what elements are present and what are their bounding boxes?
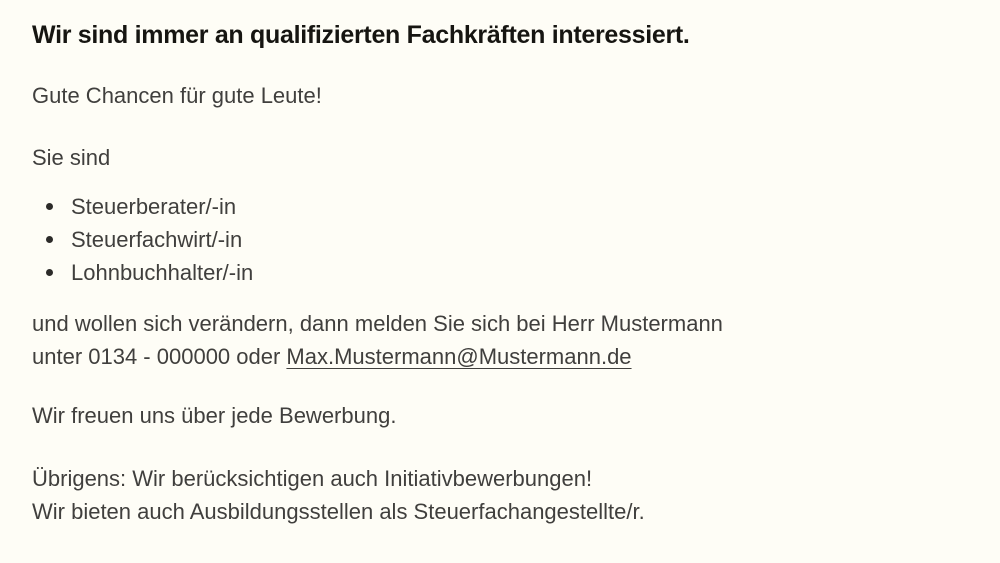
qualification-label: Steuerberater/-in bbox=[71, 194, 237, 219]
contact-text bbox=[32, 307, 968, 373]
postscript-text bbox=[32, 462, 968, 528]
postscript-line1: Übrigens: Wir berücksichtigen auch Initiativbewerbungen! bbox=[32, 466, 593, 491]
closing-text: Wir freuen uns über jede Bewerbung. bbox=[32, 403, 397, 428]
bullet-icon bbox=[46, 236, 53, 243]
page-title: Wir sind immer an qualifizierten Fachkräften interessiert. bbox=[32, 21, 690, 49]
list-item bbox=[46, 190, 968, 223]
qualification-label: Lohnbuchhalter/-in bbox=[71, 260, 254, 285]
contact-line1: und wollen sich verändern, dann melden Sie sich bei Herr Mustermann bbox=[32, 311, 723, 336]
list-item bbox=[46, 223, 968, 256]
intro-text: Gute Chancen für gute Leute! bbox=[32, 83, 322, 108]
qualification-list bbox=[32, 190, 968, 289]
list-item bbox=[46, 256, 968, 289]
email-link[interactable]: Max.Mustermann@Mustermann.de bbox=[286, 344, 632, 369]
list-intro: Sie sind bbox=[32, 145, 111, 170]
postscript-line2: Wir bieten auch Ausbildungsstellen als Steuerfachangestellte/r. bbox=[32, 499, 645, 524]
bullet-icon bbox=[46, 203, 53, 210]
contact-line2-prefix: unter 0134 - 000000 oder bbox=[32, 344, 287, 369]
qualification-label: Steuerfachwirt/-in bbox=[71, 227, 243, 252]
bullet-icon bbox=[46, 269, 53, 276]
